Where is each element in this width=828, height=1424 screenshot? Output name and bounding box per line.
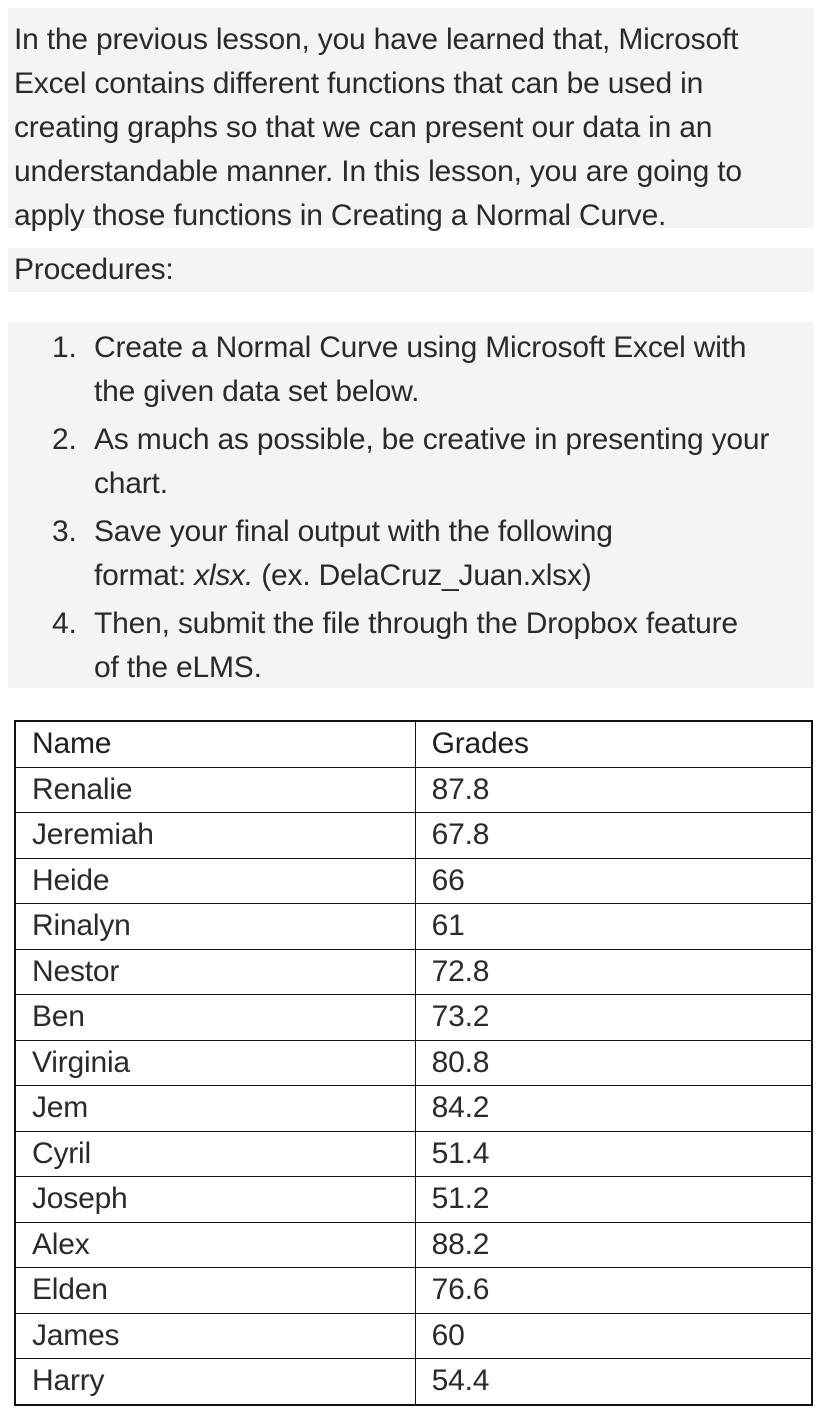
table-row (15, 1359, 812, 1405)
column-header-name: Name (15, 721, 415, 767)
name-cell: Joseph (15, 1177, 415, 1223)
step-text: chart. (94, 467, 168, 500)
table-row (15, 813, 812, 859)
name-cell: Jem (15, 1086, 415, 1132)
grades-table (14, 720, 813, 1406)
grade-cell: 87.8 (415, 767, 812, 813)
intro-paragraph (8, 8, 814, 232)
name-cell: Elden (15, 1268, 415, 1314)
intro-line: understandable manner. In this lesson, you are going to (14, 155, 742, 188)
name-cell: James (15, 1313, 415, 1359)
name-cell: Virginia (15, 1040, 415, 1086)
intro-line: Excel contains different functions that can be used in (14, 67, 704, 100)
step-text (94, 554, 808, 598)
step-text-prefix: format: (94, 559, 195, 592)
step-number: 2. (52, 423, 77, 456)
column-header-grades: Grades (415, 721, 812, 767)
procedure-steps (8, 322, 814, 688)
table-row (15, 949, 812, 995)
name-cell: Heide (15, 858, 415, 904)
step-item (8, 326, 814, 414)
step-number: 4. (52, 607, 77, 640)
step-item (8, 510, 814, 598)
table-row (15, 1086, 812, 1132)
table-header-row (15, 721, 812, 767)
intro-line: apply those functions in Creating a Normal Curve. (14, 199, 667, 232)
table-row (15, 1131, 812, 1177)
name-cell: Jeremiah (15, 813, 415, 859)
grade-cell: 60 (415, 1313, 812, 1359)
step-text: As much as possible, be creative in presenting your (94, 423, 770, 456)
table-row (15, 858, 812, 904)
step-number: 3. (52, 515, 77, 548)
step-number: 1. (52, 331, 77, 364)
name-cell: Ben (15, 995, 415, 1041)
grade-cell: 66 (415, 858, 812, 904)
grade-cell: 51.2 (415, 1177, 812, 1223)
intro-line: creating graphs so that we can present our data in an (14, 111, 713, 144)
table-row (15, 1222, 812, 1268)
name-cell: Alex (15, 1222, 415, 1268)
grade-cell: 51.4 (415, 1131, 812, 1177)
grade-cell: 88.2 (415, 1222, 812, 1268)
table-row (15, 995, 812, 1041)
step-text-suffix: (ex. DelaCruz_Juan.xlsx) (253, 559, 592, 592)
grade-cell: 61 (415, 904, 812, 950)
table-row (15, 1268, 812, 1314)
step-text: Save your final output with the following (94, 515, 613, 548)
steps-list (8, 326, 814, 694)
table-row (15, 904, 812, 950)
grade-cell: 76.6 (415, 1268, 812, 1314)
table-row (15, 1177, 812, 1223)
name-cell: Harry (15, 1359, 415, 1405)
step-text: Then, submit the file through the Dropbox feature (94, 607, 738, 640)
table-row (15, 1313, 812, 1359)
file-extension: xlsx. (194, 559, 254, 592)
name-cell: Nestor (15, 949, 415, 995)
name-cell: Rinalyn (15, 904, 415, 950)
name-cell: Renalie (15, 767, 415, 813)
grade-cell: 54.4 (415, 1359, 812, 1405)
step-item (8, 418, 814, 506)
grade-cell: 84.2 (415, 1086, 812, 1132)
name-cell: Cyril (15, 1131, 415, 1177)
grade-cell: 72.8 (415, 949, 812, 995)
step-text: of the eLMS. (94, 651, 262, 684)
table-row (15, 1040, 812, 1086)
grade-cell: 67.8 (415, 813, 812, 859)
grade-cell: 73.2 (415, 995, 812, 1041)
step-item (8, 602, 814, 690)
procedures-heading: Procedures: (8, 248, 814, 292)
step-text: Create a Normal Curve using Microsoft Excel with (94, 331, 747, 364)
step-text: the given data set below. (94, 375, 420, 408)
table-row (15, 767, 812, 813)
grade-cell: 80.8 (415, 1040, 812, 1086)
intro-line: In the previous lesson, you have learned that, Microsoft (14, 23, 739, 56)
